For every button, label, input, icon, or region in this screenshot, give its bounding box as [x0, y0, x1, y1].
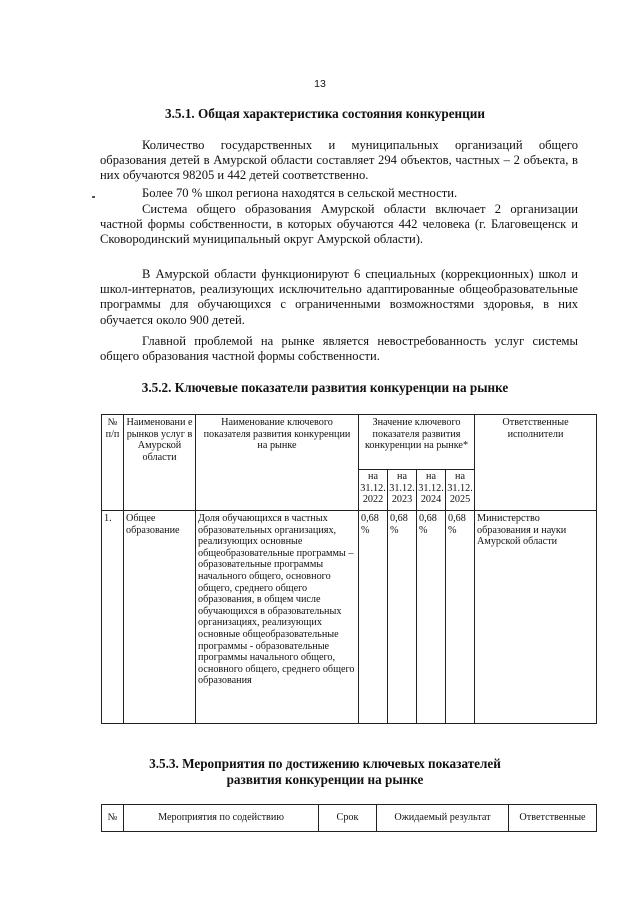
row-value-2025: 0,68 %	[446, 511, 475, 724]
year-2022: на 31.12. 2022	[359, 470, 388, 511]
scan-mark	[92, 196, 95, 198]
header-value: Значение ключевого показателя развития конкуренции на рынке*	[359, 415, 475, 470]
header-responsible: Ответственные исполнители	[475, 415, 597, 511]
table-header-row	[102, 415, 597, 470]
header-market: Наименовани е рынков услуг в Амурской области	[124, 415, 196, 511]
paragraph-1: Количество государственных и муниципальных организаций общего образования детей в Амурской области составляет 294 объектов, частных – 2 объекта, в них обучаются 98205 и 442 детей соответственно.	[100, 138, 578, 183]
row-market: Общее образование	[124, 511, 196, 724]
row-indicator: Доля обучающихся в частных образовательных организациях, реализующих основные общеобразовательные программы – образовательные программы начального общего, основного общего, среднего общего образования, в общем числе обучающихся в образовательных организациях, реализующих основные общеобразовательные программы - образовательные программы начального общего, основного общего, среднего общего образования	[196, 511, 359, 724]
row-value-2022: 0,68 %	[359, 511, 388, 724]
row-responsible: Министерство образования и науки Амурской области	[475, 511, 597, 724]
section-352-heading: 3.5.2. Ключевые показатели развития конкуренции на рынке	[141, 380, 509, 395]
year-2024: на 31.12. 2024	[417, 470, 446, 511]
section-353-heading-line1: 3.5.3. Мероприятия по достижению ключевых показателей	[149, 756, 501, 771]
paragraph-5: Главной проблемой на рынке является невостребованность услуг системы общего образования частной формы собственности.	[100, 334, 578, 364]
measures-table	[101, 804, 597, 832]
year-2023: на 31.12. 2023	[388, 470, 417, 511]
year-2025: на 31.12. 2025	[446, 470, 475, 511]
key-indicators-table	[101, 414, 597, 724]
header-num: № п/п	[102, 415, 124, 511]
section-351-heading: 3.5.1. Общая характеристика состояния конкуренции	[165, 106, 485, 121]
paragraph-3: Система общего образования Амурской области включает 2 организации частной формы собственности, в которых обучаются 442 человека (г. Благовещенск и Сковородинский муниципальный округ Амурской области).	[100, 202, 578, 247]
page-number: 13	[314, 78, 326, 90]
row-value-2024: 0,68 %	[417, 511, 446, 724]
header-indicator: Наименование ключевого показателя развития конкуренции на рынке	[196, 415, 359, 511]
paragraph-4: В Амурской области функционируют 6 специальных (коррекционных) школ и школ-интернатов, реализующих исключительно адаптированные общеобразовательные программы для обучающихся с ограниченными возможностями здоровья, в них обучается около 900 детей.	[100, 267, 578, 327]
measures-header-row	[102, 805, 597, 832]
measures-header-activities: Мероприятия по содействию	[124, 805, 319, 832]
measures-header-term: Срок	[319, 805, 377, 832]
measures-header-result: Ожидаемый результат	[377, 805, 509, 832]
section-353-heading-line2: развития конкуренции на рынке	[226, 772, 424, 787]
measures-header-num: №	[102, 805, 124, 832]
paragraph-2: Более 70 % школ региона находятся в сельской местности.	[142, 186, 458, 200]
row-value-2023: 0,68 %	[388, 511, 417, 724]
measures-header-responsible: Ответственные	[509, 805, 597, 832]
row-num: 1.	[102, 511, 124, 724]
table-row	[102, 511, 597, 724]
